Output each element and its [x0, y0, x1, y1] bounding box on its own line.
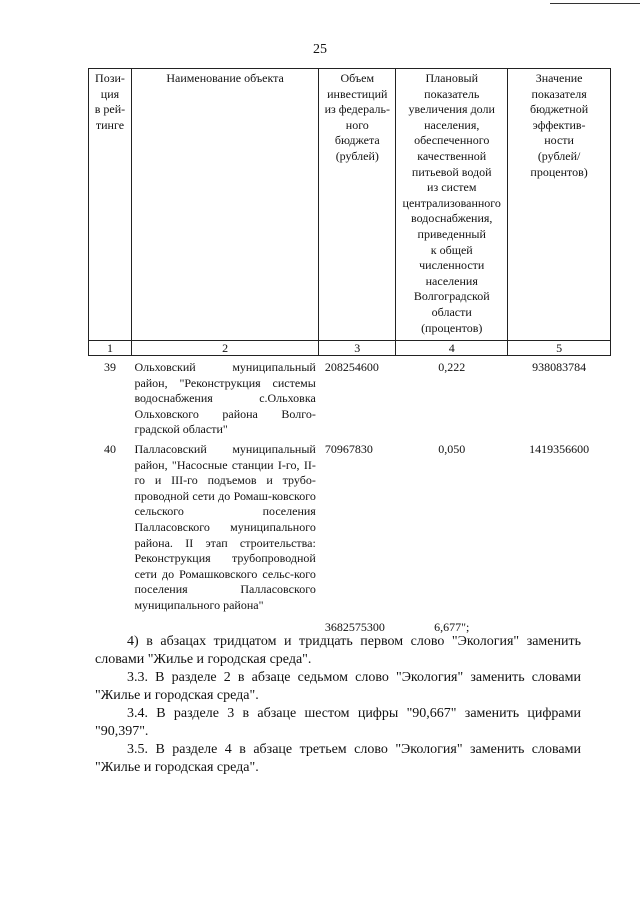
page-number: 25: [313, 42, 327, 57]
column-number: 2: [131, 341, 318, 356]
row-investment: 70967830: [324, 442, 373, 457]
top-edge-rule: [550, 3, 640, 4]
row-object-name: Ольховский муниципальный район, "Реконструкция системы водоснабжения с.Ольховка Ольховского района Волго-градской области": [134, 360, 316, 437]
paragraph-3-5: 3.5. В разделе 4 в абзаце третьем слово "Экология" заменить словами "Жилье и городская среда".: [95, 742, 581, 775]
row-efficiency: 1419356600: [529, 442, 590, 457]
row-share: 0,222: [438, 360, 466, 375]
table-row: [89, 438, 611, 614]
header-position: Пози- ция в рей- тинге: [89, 69, 132, 341]
column-number: 5: [508, 341, 611, 356]
header-planned-indicator: Плановый показатель увеличения доли населения, обеспеченного качественной питьевой водой из систем централизованного водоснабжения, приведенный к общей численности населения Волгоградской области (процентов): [396, 69, 508, 341]
table-row: [89, 356, 611, 438]
row-efficiency: 938083784: [532, 360, 587, 375]
row-investment: 208254600: [324, 360, 379, 375]
paragraph-3-3: 3.3. В разделе 2 в абзаце седьмом слово "Экология" заменить словами "Жилье и городская среда".: [95, 670, 581, 703]
total-investment: 3682575300: [324, 619, 385, 634]
header-efficiency: Значение показателя бюджетной эффектив- ности (рублей/ процентов): [508, 69, 611, 341]
rating-table: [88, 68, 611, 635]
column-number-row: [89, 341, 611, 356]
column-number: 1: [89, 341, 132, 356]
table-header-row: [89, 69, 611, 341]
table-total-row: [89, 614, 611, 636]
row-position: 39: [103, 360, 116, 375]
row-position: 40: [103, 442, 116, 457]
column-number: 3: [319, 341, 396, 356]
header-object-name: Наименование объекта: [131, 69, 318, 341]
row-object-name: Палласовский муниципальный район, "Насосные станции I-го, II-го и III-го подъемов и трубо-проводной сети до Ромаш-ковского сельского поселения Палласовского муниципального района. II этап строительства: Реконструкция трубопроводной сети до Ромашковского сельс-кого поселения Палласовского муниципального района": [134, 442, 316, 612]
paragraph-3-4: 3.4. В разделе 3 в абзаце шестом цифры "90,667" заменить цифрами "90,397".: [95, 706, 581, 739]
column-number: 4: [396, 341, 508, 356]
paragraph-item-4: 4) в абзацах тридцатом и тридцать первом слово "Экология" заменить словами "Жилье и городская среда".: [95, 634, 581, 667]
row-share: 0,050: [438, 442, 466, 457]
total-share: 6,677";: [434, 619, 470, 634]
header-investment: Объем инвестиций из федераль- ного бюджета (рублей): [319, 69, 396, 341]
